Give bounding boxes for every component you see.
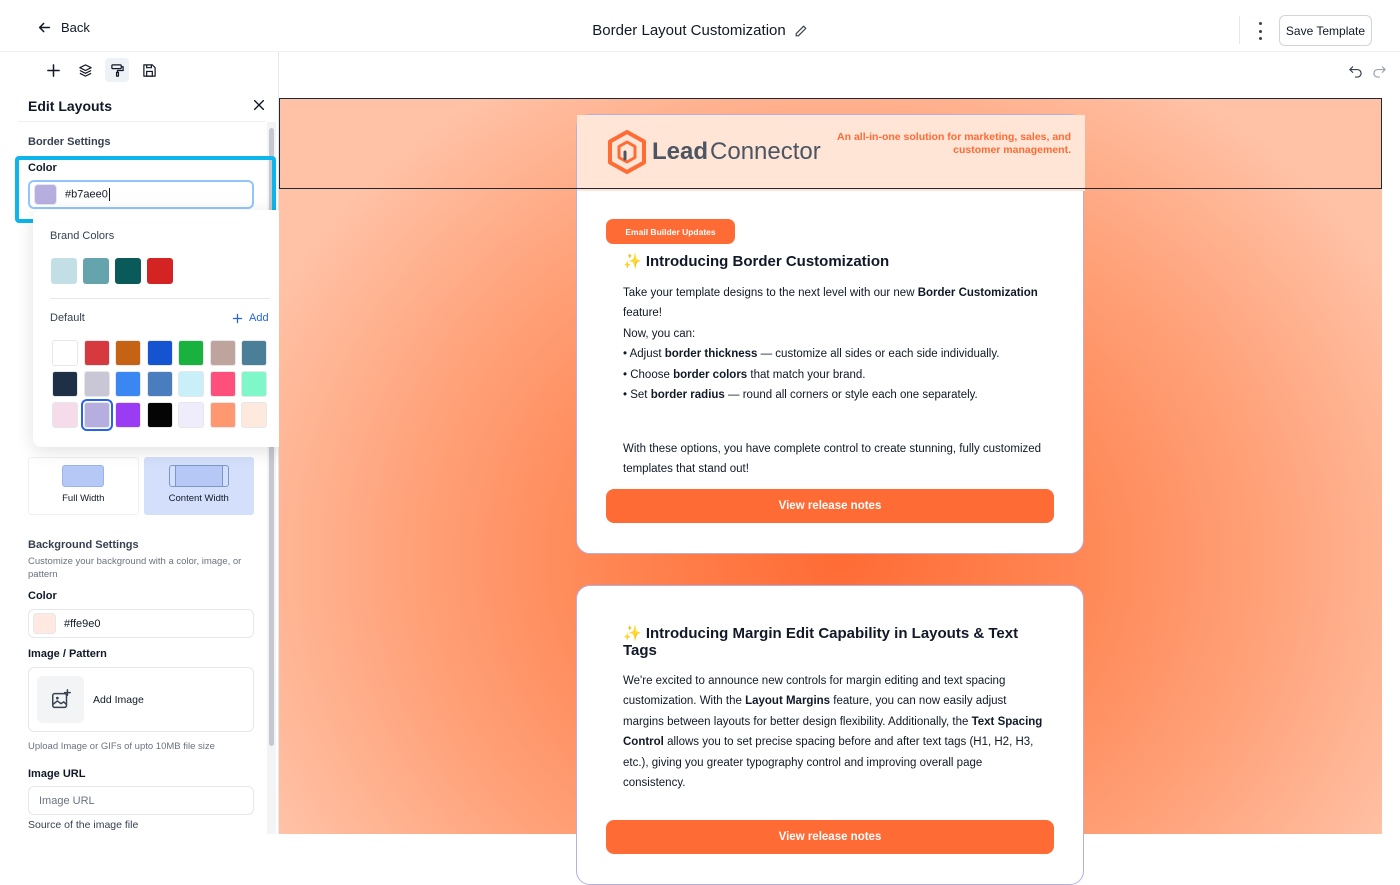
undo-icon[interactable] [1343, 58, 1367, 82]
brand-color-swatch[interactable] [83, 258, 109, 284]
panel-title: Edit Layouts [28, 98, 113, 114]
background-color-input[interactable] [28, 609, 254, 638]
content-width-option[interactable] [144, 457, 255, 515]
default-color-swatch[interactable] [210, 402, 236, 428]
email-builder-updates-badge[interactable]: Email Builder Updates [606, 219, 735, 244]
close-icon[interactable] [252, 98, 266, 112]
default-color-swatch[interactable] [52, 340, 78, 366]
image-pattern-label: Image / Pattern [28, 648, 107, 660]
view-release-notes-button-2[interactable]: View release notes [606, 820, 1054, 854]
text: allows you to set precise spacing before and after text tags (H1, H2, H3, etc.), giving you greater typography control and improving overall page consistency. [623, 736, 1034, 790]
add-color-label: Add [249, 312, 269, 324]
paint-roller-icon[interactable] [105, 58, 129, 82]
image-url-label: Image URL [28, 768, 86, 780]
toolbar [0, 52, 1400, 88]
text: Now, you can: [623, 327, 696, 340]
default-color-swatch[interactable] [210, 340, 236, 366]
text: feature, you can now easily adjust margins between layouts for better design flexibility. Additionally, the [623, 695, 1007, 728]
border-color-swatch[interactable] [34, 184, 57, 205]
default-color-swatch[interactable] [241, 340, 267, 366]
section1-closing[interactable]: With these options, you have complete control to create stunning, fully customized templates that stand out! [623, 443, 1042, 476]
default-color-swatch[interactable] [210, 371, 236, 397]
save-template-button[interactable]: Save Template [1279, 15, 1372, 46]
background-settings-title: Background Settings [28, 539, 139, 551]
text: feature! [623, 307, 662, 320]
plus-icon [232, 313, 243, 324]
more-options-icon[interactable] [1252, 22, 1268, 40]
brand-color-swatch[interactable] [115, 258, 141, 284]
text: • Adjust [623, 348, 665, 361]
text: • Choose [623, 368, 674, 381]
image-url-input[interactable] [28, 786, 254, 815]
default-color-swatch[interactable] [147, 340, 173, 366]
add-color-button[interactable] [232, 312, 269, 324]
selected-layout-outline [279, 98, 1382, 189]
text: — customize all sides or each side individually. [757, 348, 1000, 361]
image-source-label: Source of the image file [28, 819, 139, 831]
default-color-swatch[interactable] [115, 371, 141, 397]
border-settings-title: Border Settings [28, 136, 111, 148]
divider [50, 298, 270, 299]
add-image-label: Add Image [93, 693, 144, 706]
edit-layouts-panel [18, 88, 278, 834]
top-bar [0, 0, 1400, 52]
content-width-icon [169, 465, 229, 487]
content-width-label: Content Width [168, 493, 229, 504]
default-color-swatch[interactable] [84, 402, 110, 428]
section1-body[interactable] [623, 283, 1043, 405]
default-color-swatch[interactable] [241, 371, 267, 397]
upload-hint: Upload Image or GIFs of upto 10MB file size [28, 741, 215, 752]
add-image-button[interactable] [28, 667, 254, 732]
default-color-swatches [52, 340, 267, 428]
brand-color-swatch[interactable] [51, 258, 77, 284]
redo-icon[interactable] [1367, 58, 1391, 82]
section2-heading[interactable]: ✨ Introducing Margin Edit Capability in Layouts & Text Tags [623, 625, 1019, 659]
default-color-swatch[interactable] [178, 371, 204, 397]
default-colors-title: Default [50, 312, 85, 324]
section2-body[interactable] [623, 671, 1043, 793]
brand-color-swatches [51, 258, 173, 284]
template-title-wrap [0, 22, 1400, 39]
default-color-swatch[interactable] [115, 340, 141, 366]
divider [18, 121, 266, 122]
brand-color-swatch[interactable] [147, 258, 173, 284]
background-color-value: #ffe9e0 [64, 617, 101, 630]
text: border thickness [664, 348, 758, 361]
view-release-notes-button[interactable]: View release notes [606, 489, 1054, 523]
text: Border Customization [917, 287, 1038, 299]
default-color-swatch[interactable] [178, 402, 204, 428]
text: • Set [623, 389, 651, 402]
template-title: Border Layout Customization [592, 22, 786, 39]
section1-heading[interactable]: ✨ Introducing Border Customization [623, 253, 890, 270]
full-width-option[interactable] [28, 457, 139, 515]
brand-colors-title: Brand Colors [50, 230, 115, 242]
layers-icon[interactable] [73, 58, 97, 82]
layout-width-options [28, 457, 254, 515]
default-color-swatch[interactable] [52, 402, 78, 428]
email-card-margin-edit[interactable] [576, 585, 1084, 885]
default-color-swatch[interactable] [147, 402, 173, 428]
border-color-label: Color [28, 162, 57, 174]
border-color-value: #b7aee0 [65, 188, 108, 201]
logo-lead-text: Lead [652, 138, 709, 165]
back-label: Back [61, 20, 90, 35]
text: Layout Margins [745, 695, 831, 708]
add-element-icon[interactable] [41, 58, 65, 82]
save-icon[interactable] [137, 58, 161, 82]
full-width-icon [62, 465, 104, 487]
text: We're excited to announce new controls for margin editing and text spacing customization. With the [623, 675, 1006, 708]
email-canvas[interactable] [279, 98, 1382, 843]
default-color-swatch[interactable] [115, 402, 141, 428]
text: — round all corners or style each one separately. [724, 389, 978, 402]
default-color-swatch[interactable] [84, 340, 110, 366]
default-color-swatch[interactable] [241, 402, 267, 428]
default-color-swatch[interactable] [147, 371, 173, 397]
color-picker-popover [33, 210, 287, 447]
background-color-swatch[interactable] [33, 613, 56, 634]
default-color-swatch[interactable] [178, 340, 204, 366]
image-plus-icon [37, 676, 84, 723]
border-color-input[interactable] [28, 180, 254, 209]
pencil-icon[interactable] [794, 24, 808, 38]
logo-connector-text: Connector [710, 138, 821, 165]
text: that match your brand. [747, 368, 866, 381]
text: border colors [673, 368, 748, 381]
text: Text Spacing Control [623, 715, 1043, 749]
header-tagline: An all-in-one solution for marketing, sales, and customer management. [837, 131, 1071, 156]
default-color-swatch[interactable] [84, 371, 110, 397]
divider [1239, 16, 1240, 44]
background-settings-description: Customize your background with a color, image, or pattern [28, 556, 242, 580]
background-color-label: Color [28, 590, 57, 602]
default-color-swatch[interactable] [52, 371, 78, 397]
full-width-label: Full Width [62, 493, 105, 504]
text: Take your template designs to the next level with our new [623, 287, 918, 299]
text: border radius [650, 389, 725, 402]
